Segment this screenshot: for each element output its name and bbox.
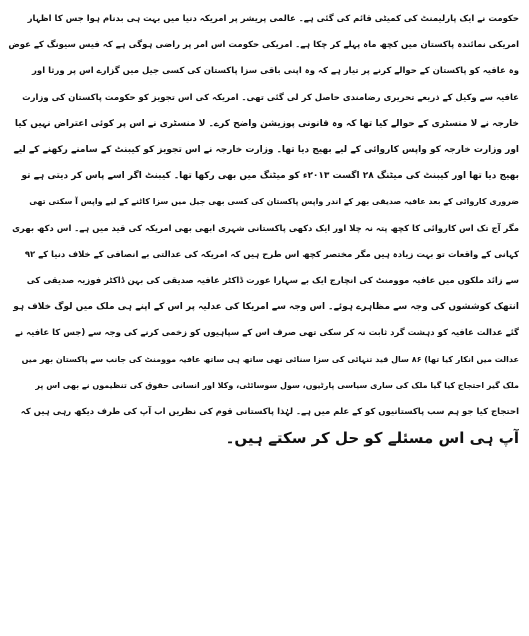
article-line: گئے عدالت عافیہ کو دہشت گرد ثابت نہ کر سکی تھی صرف اس کے سپاہیوں کو زخمی کرنے کی وجہ سے (جس کا عافیہ نے [15,328,519,339]
article-line: کہانی کے واقعات تو بہت زیادہ ہیں مگر مختصر کچھ اس طرح ہیں کہ امریکہ کی عدالتی بے انصافی کے خلاف دنیا کے ۹۲ [24,249,519,260]
article-body [8,6,519,451]
article-line: امریکی نمائندہ پاکستان میں کچھ ماہ پہلے کر چکا ہے۔ امریکی حکومت اس امر پر راضی ہوگی ہے کہ فیس سیونگ کے عوض [8,40,519,51]
article-line: عافیہ سے وکیل کے ذریعے تحریری رضامندی حاصل کر لی گئی تھی۔ امریکہ کی اس تجویز کو حکومت پاکستان کی وزارت [22,92,519,103]
article-line: آپ ہی اس مسئلے کو حل کر سکتے ہیں۔ [225,429,519,448]
article-line: اور وزارت خارجہ کو واپس کاروائی کے لیے بھیج دیا تھا۔ وزارت خارجہ نے اس تجویز کو کیبنٹ کے سامنے رکھنے کے لیے [13,145,519,156]
article-line: مگر آج تک اس کاروائی کا کچھ پتہ نہ چلا اور ایک دکھی پاکستانی شہری ابھی بھی امریکہ کی قید میں ہے۔ اس دکھ بھری [12,223,519,234]
article-line: حکومت نے ایک پارلیمنٹ کی کمیٹی قائم کی گئی ہے۔ عالمی پریشر پر امریکہ دنیا میں بہت ہی بدنام ہوا جس کا اظہار [27,14,519,24]
article-line: ملک گیر احتجاج کیا گیا ملک کی ساری سیاسی پارٹیوں، سول سوسائٹی، وکلا اور انسانی حقوق کی تنظیموں نے بھی اس پر [35,380,519,390]
article-line: عدالت میں انکار کیا تھا) ۸۶ سال قید تنہائی کی سزا سنائی تھی ساتھ ہی ساتھ عافیہ موومنٹ کی جانب سے پاکستان بھر میں [21,354,519,364]
article-line: سے زائد ملکوں میں عافیہ موومنٹ کی انچارج ایک بے سہارا عورت ڈاکٹر عافیہ صدیقی کی بہن ڈاکٹر فوزیہ صدیقی کی [26,276,519,287]
article-line: بھیج دیا تھا اور کیبنٹ کی میٹنگ ۲۸ اگست ۲۰۱۳ء کو میٹنگ میں بھی رکھا تھا۔ کیبنٹ اگر اسے پاس کر دیتی ہے تو [21,171,519,182]
article-line: وہ عافیہ کو پاکستان کے حوالے کرنے پر تیار ہے کہ وہ اپنی باقی سزا پاکستان کی کسی جیل میں گزارے اس پر ورثا اور [32,66,519,77]
article-line: احتجاج کیا جو ہم سب پاکستانیوں کو کے علم میں ہے۔ لہٰذا پاکستانی قوم کی نظریں اب آپ کی طرف دیکھ رہی ہیں کہ [20,407,519,418]
article-line: خارجہ نے لا منسٹری کے حوالے کیا تھا کہ وہ قانونی پوزیشن واضح کرے۔ لا منسٹری نے اس پر کوئی اعتراض نہیں کیا [14,118,519,129]
article-line: انتھک کوششوں کی وجہ سے مظاہرے ہوئے۔ اس وجہ سے امریکا کی عدلیہ پر اس کے اپنے ہی ملک میں لوگ خلاف ہو [13,302,519,313]
article-line: ضروری کاروائی کے بعد عافیہ صدیقی بھر کے اندر واپس پاکستان کی کسی بھی جیل میں سزا کاٹنے کے لیے واپس آ سکتی تھی [29,197,519,207]
